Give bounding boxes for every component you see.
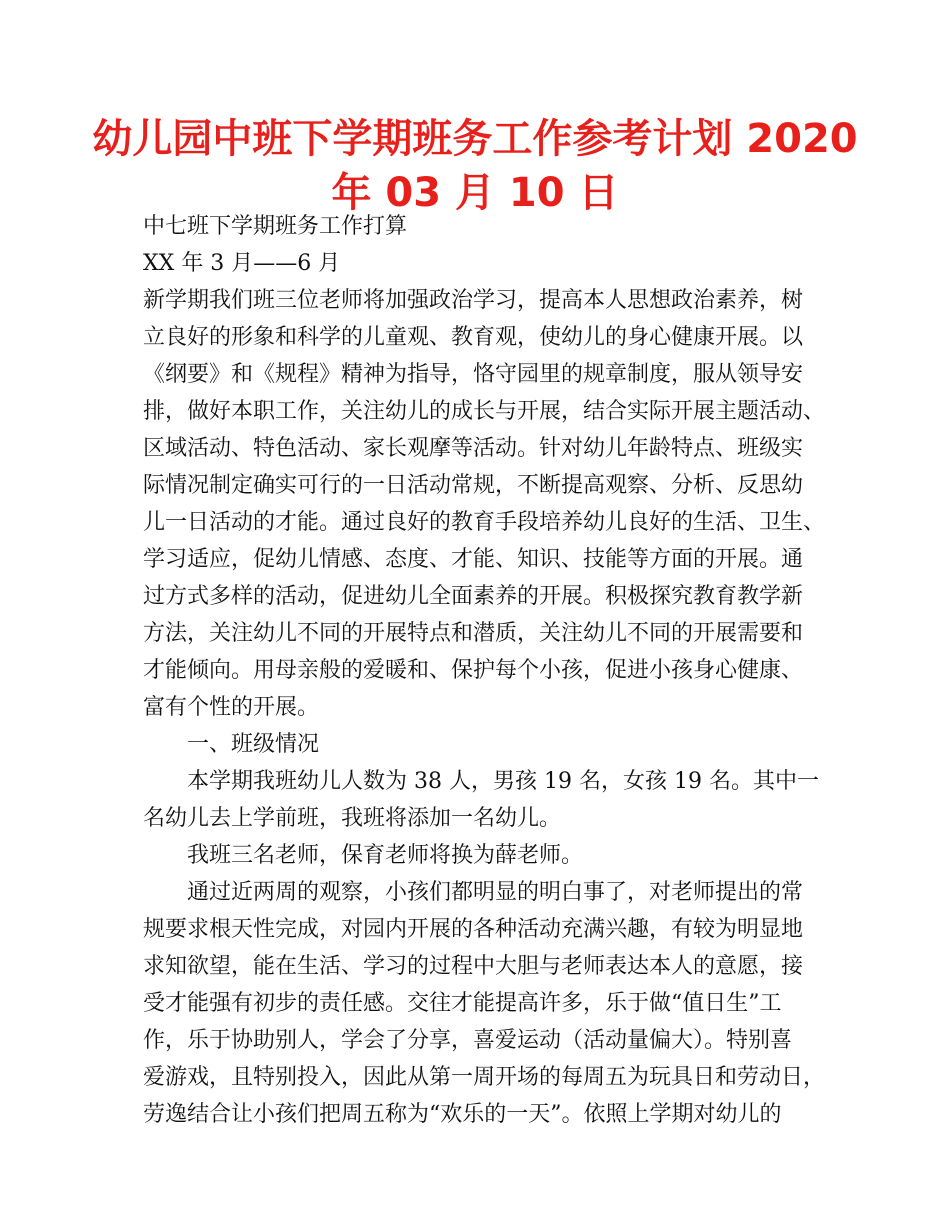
intro-line: 排，做好本职工作，关注幼儿的成长与开展，结合实际开展主题活动、 xyxy=(143,399,826,424)
date-range: XX 年 3 月——6 月 xyxy=(143,251,341,276)
document-subtitle: 中七班下学期班务工作打算 xyxy=(143,214,408,239)
intro-line: 过方式多样的活动，促进幼儿全面素养的开展。积极探究教育教学新 xyxy=(143,584,804,609)
paragraph-line: 本学期我班幼儿人数为 38 人，男孩 19 名，女孩 19 名。其中一 xyxy=(187,769,819,794)
intro-line: 才能倾向。用母亲般的爱暖和、保护每个小孩，促进小孩身心健康、 xyxy=(143,658,804,683)
intro-line: 区域活动、特色活动、家长观摩等活动。针对幼儿年龄特点、班级实 xyxy=(143,436,804,461)
document-body xyxy=(143,208,826,1133)
paragraph-line: 作，乐于协助别人，学会了分享，喜爱运动（活动量偏大）。特别喜 xyxy=(143,1028,793,1053)
intro-line: 富有个性的开展。 xyxy=(143,695,320,720)
intro-line: 际情况制定确实可行的一日活动常规，不断提高观察、分析、反思幼 xyxy=(143,473,804,498)
paragraph-line: 规要求根天性完成，对园内开展的各种活动充满兴趣，有较为明显地 xyxy=(143,917,804,942)
paragraph-line: 名幼儿去上学前班，我班将添加一名幼儿。 xyxy=(143,806,562,831)
intro-line: 《纲要》和《规程》精神为指导，恪守园里的规章制度，服从领导安 xyxy=(143,362,804,387)
intro-line: 立良好的形象和科学的儿童观、教育观，使幼儿的身心健康开展。以 xyxy=(143,325,804,350)
intro-line: 新学期我们班三位老师将加强政治学习，提高本人思想政治素养，树 xyxy=(143,288,804,313)
paragraph-line: 我班三名老师，保育老师将换为薛老师。 xyxy=(187,843,584,868)
paragraph-line: 通过近两周的观察，小孩们都明显的明白事了，对老师提出的常 xyxy=(187,880,804,905)
intro-line: 方法，关注幼儿不同的开展特点和潜质，关注幼儿不同的开展需要和 xyxy=(143,621,804,646)
document-title xyxy=(60,112,890,220)
paragraph-line: 爱游戏，且特别投入，因此从第一周开场的每周五为玩具日和劳动日， xyxy=(143,1065,826,1090)
title-line-2: 年 03 月 10 日 xyxy=(331,170,619,216)
paragraph-line: 劳逸结合让小孩们把周五称为“欢乐的一天”。依照上学期对幼儿的 xyxy=(143,1102,782,1127)
intro-line: 学习适应，促幼儿情感、态度、才能、知识、技能等方面的开展。通 xyxy=(143,547,804,572)
section-heading: 一、班级情况 xyxy=(187,732,320,757)
paragraph-line: 求知欲望，能在生活、学习的过程中大胆与老师表达本人的意愿，接 xyxy=(143,954,804,979)
paragraph-line: 受才能强有初步的责任感。交往才能提高许多，乐于做“值日生”工 xyxy=(143,991,782,1016)
title-line-1: 幼儿园中班下学期班务工作参考计划 2020 xyxy=(92,116,858,162)
intro-line: 儿一日活动的才能。通过良好的教育手段培养幼儿良好的生活、卫生、 xyxy=(143,510,826,535)
